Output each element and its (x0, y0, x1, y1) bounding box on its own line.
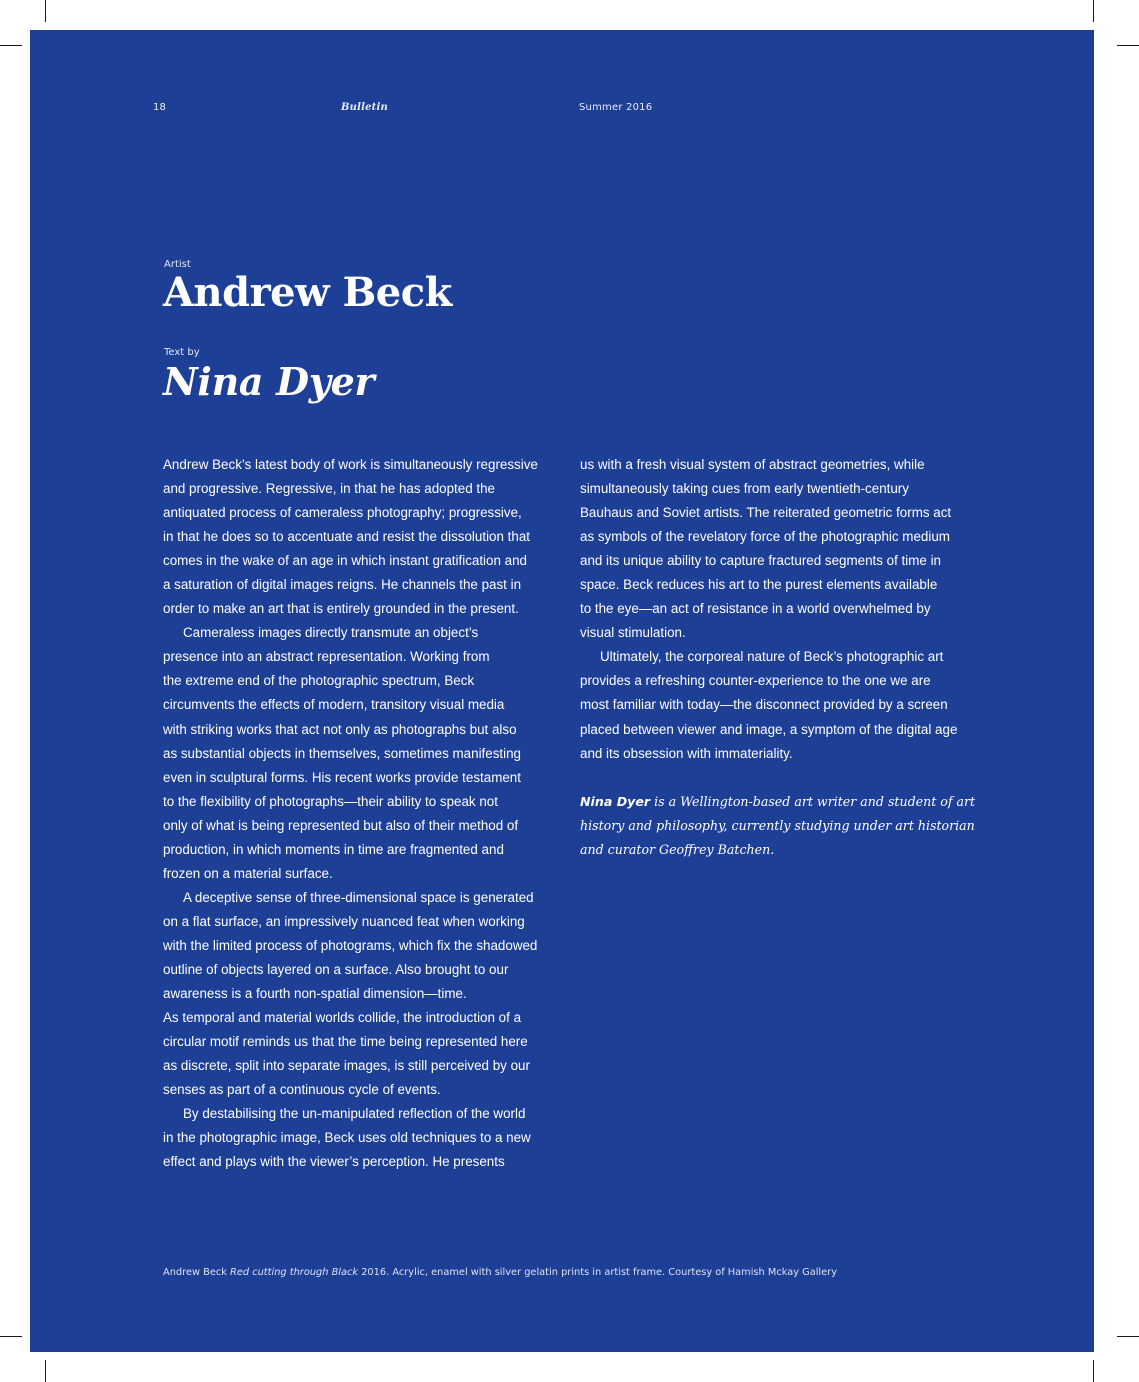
article-line: on a flat surface, an impressively nuanced feat when working (163, 913, 525, 929)
article-line: senses as part of a continuous cycle of events. (163, 1082, 441, 1098)
author-name-heading: Nina Dyer (163, 359, 375, 404)
crop-mark-top-right (1093, 0, 1094, 22)
article-line: comes in the wake of an age in which instant gratification and (163, 553, 527, 569)
article-line: the extreme end of the photographic spectrum, Beck (163, 673, 475, 689)
bio-author-name: Nina Dyer (580, 793, 651, 809)
text-by-label: Text by (164, 347, 200, 358)
article-column-right-wrapper (580, 453, 980, 862)
paragraph-gap (580, 766, 980, 790)
crop-mark-right-bottom (1117, 1336, 1139, 1337)
article-line: in the photographic image, Beck uses old techniques to a new (163, 1130, 531, 1146)
crop-mark-top-left (45, 0, 46, 22)
article-line: As temporal and material worlds collide, the introduction of a (163, 1010, 522, 1026)
artist-name-heading: Andrew Beck (163, 269, 452, 316)
bio-line (580, 790, 980, 814)
crop-mark-right-top (1117, 45, 1139, 46)
article-line: as discrete, split into separate images, is still perceived by our (163, 1058, 530, 1074)
artist-label: Artist (164, 259, 191, 270)
article-line: A deceptive sense of three-dimensional space is generated (183, 889, 534, 905)
article-line: to the eye—an act of resistance in a world overwhelmed by (580, 601, 931, 617)
article-line: outline of objects layered on a surface. Also brought to our (163, 961, 509, 977)
article-line: as symbols of the revelatory force of the photographic medium (580, 529, 950, 545)
article-line: awareness is a fourth non-spatial dimension—time. (163, 986, 467, 1002)
article-line: Ultimately, the corporeal nature of Beck’s photographic art (600, 649, 944, 665)
crop-mark-bottom-right (1093, 1360, 1094, 1382)
bio-line: history and philosophy, currently studying under art historian (580, 817, 975, 833)
image-caption (163, 1267, 837, 1278)
article-line: and its obsession with immateriality. (580, 745, 793, 761)
crop-mark-bottom-left (45, 1360, 46, 1382)
article-line: order to make an art that is entirely grounded in the present. (163, 601, 519, 617)
article-line: By destabilising the un-manipulated reflection of the world (183, 1106, 526, 1122)
article-line: simultaneously taking cues from early twentieth-century (580, 481, 909, 497)
article-line: most familiar with today—the disconnect provided by a screen (580, 697, 948, 713)
article-line: even in sculptural forms. His recent works provide testament (163, 769, 521, 785)
article-line: and progressive. Regressive, in that he has adopted the (163, 481, 496, 497)
article-column-left (163, 453, 563, 1174)
publication-title: Bulletin (341, 102, 388, 113)
article-line: space. Beck reduces his art to the purest elements available (580, 577, 938, 593)
page-number: 18 (153, 102, 167, 113)
article-line: with striking works that act not only as photographs but also (163, 721, 517, 737)
crop-mark-left-bottom (0, 1336, 22, 1337)
article-line: as substantial objects in themselves, sometimes manifesting (163, 745, 521, 761)
caption-details: 2016. Acrylic, enamel with silver gelatin prints in artist frame. Courtesy of Hamish Mckay Gallery (358, 1267, 838, 1278)
article-line: and its unique ability to capture fractured segments of time in (580, 553, 941, 569)
article-line: with the limited process of photograms, which fix the shadowed (163, 937, 538, 953)
article-line: circular motif reminds us that the time being represented here (163, 1034, 528, 1050)
article-line: antiquated process of cameraless photography; progressive, (163, 505, 522, 521)
issue-date: Summer 2016 (579, 102, 653, 113)
caption-artist: Andrew Beck (163, 1267, 231, 1278)
article-line: us with a fresh visual system of abstract geometries, while (580, 457, 925, 472)
article-line: visual stimulation. (580, 625, 686, 641)
bio-line: and curator Geoffrey Batchen. (580, 841, 775, 857)
article-line: in that he does so to accentuate and resist the dissolution that (163, 529, 530, 545)
magazine-page (30, 30, 1094, 1352)
article-line: frozen on a material surface. (163, 865, 333, 881)
article-line: provides a refreshing counter-experience to the one we are (580, 673, 931, 689)
article-line: production, in which moments in time are fragmented and (163, 841, 504, 857)
article-line: only of what is being represented but also of their method of (163, 817, 519, 833)
article-line: to the flexibility of photographs—their ability to speak not (163, 793, 498, 809)
article-line: presence into an abstract representation. Working from (163, 649, 490, 665)
author-bio (580, 790, 980, 862)
article-line: a saturation of digital images reigns. He channels the past in (163, 577, 522, 593)
article-line: effect and plays with the viewer’s perception. He presents (163, 1154, 505, 1170)
bio-line-1-text: is a Wellington-based art writer and student of art (650, 793, 976, 809)
article-line: Cameraless images directly transmute an object’s (183, 625, 479, 641)
crop-mark-left-top (0, 45, 22, 46)
article-column-right (580, 453, 980, 766)
article-line: Andrew Beck’s latest body of work is simultaneously regressive (163, 457, 538, 472)
article-line: circumvents the effects of modern, transitory visual media (163, 697, 505, 713)
caption-artwork-title: Red cutting through Black (230, 1267, 359, 1278)
article-line: placed between viewer and image, a symptom of the digital age (580, 721, 958, 737)
article-line: Bauhaus and Soviet artists. The reiterated geometric forms act (580, 505, 952, 521)
